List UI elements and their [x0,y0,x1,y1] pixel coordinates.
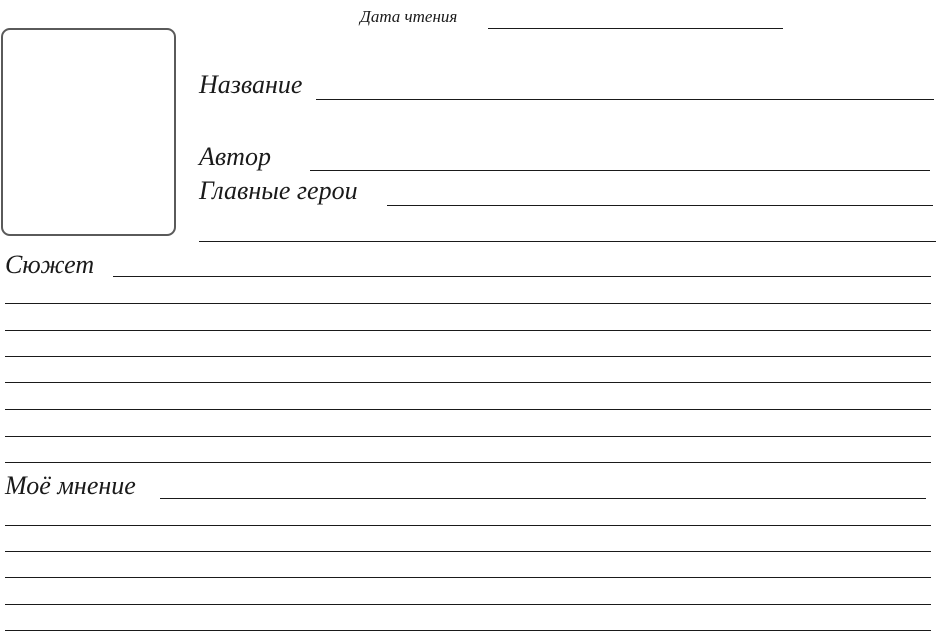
plot-line[interactable] [5,436,931,437]
author-label: Автор [199,142,271,171]
plot-line[interactable] [5,382,931,383]
opinion-line[interactable] [5,551,931,552]
plot-line[interactable] [5,330,931,331]
opinion-line[interactable] [5,604,931,605]
opinion-line[interactable] [5,525,931,526]
opinion-line[interactable] [5,630,931,631]
book-cover-placeholder[interactable] [1,28,176,236]
heroes-field[interactable] [387,205,933,206]
reading-date-field[interactable] [488,28,783,29]
author-field[interactable] [310,170,930,171]
opinion-line[interactable] [5,577,931,578]
plot-line[interactable] [5,462,931,463]
plot-line[interactable] [5,409,931,410]
plot-line[interactable] [5,303,931,304]
reading-date-label: Дата чтения [360,7,458,26]
heroes-field-line-2[interactable] [199,241,936,242]
plot-line[interactable] [5,356,931,357]
opinion-field[interactable] [160,498,926,499]
title-field[interactable] [316,99,934,100]
heroes-label: Главные герои [199,176,358,205]
plot-field[interactable] [113,276,931,277]
plot-label: Сюжет [5,250,95,279]
title-label: Название [199,70,303,99]
opinion-label: Моё мнение [5,471,136,500]
